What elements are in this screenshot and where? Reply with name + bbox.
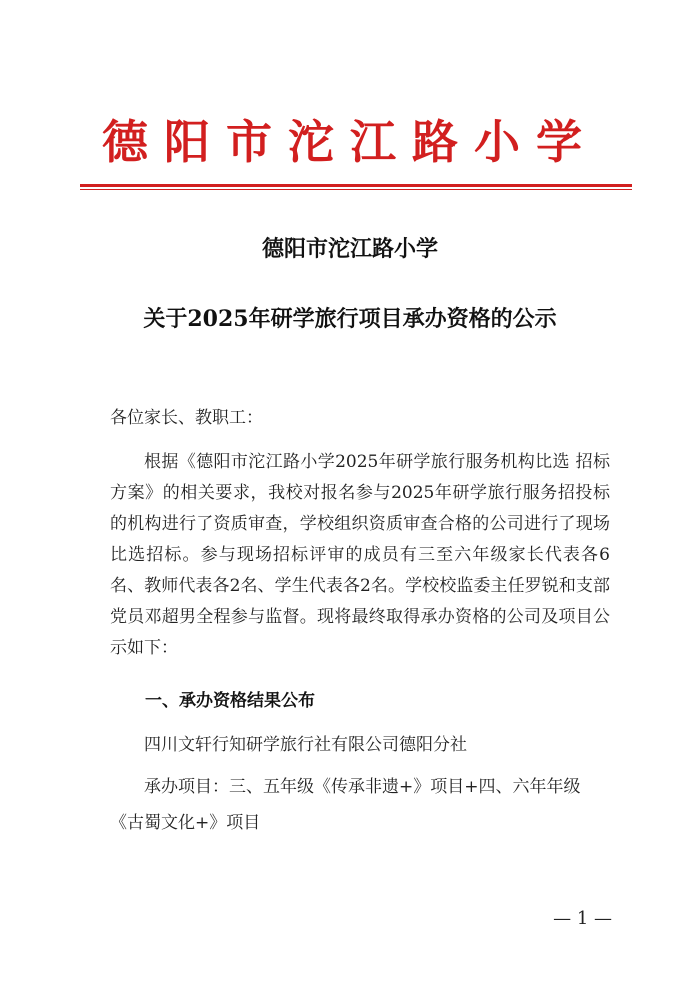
letterhead-red-rule-thin xyxy=(80,189,632,190)
letterhead-red-rule xyxy=(80,184,632,187)
salutation: 各位家长、教职工： xyxy=(110,408,263,428)
project-description: 承办项目：三、五年级《传承非遗+》项目+四、六年年级《古蜀文化+》项目 xyxy=(110,777,581,833)
section-heading: 一、承办资格结果公布 xyxy=(145,691,315,711)
document-title-line2: 关于2025年研学旅行项目承办资格的公示 xyxy=(143,306,557,332)
body-paragraph: 根据《德阳市沱江路小学2025年研学旅行服务机构比选 招标方案》的相关要求，我校对报名参与2025年研学旅行服务招投标的机构进行了资质审查，学校组织资质审查合格的公司进行了现场比选招标。参与现场招标评审的成员有三至六年级家长代表各6名、教师代表各2名、学生代表各2名。学校校监委主任罗锐和支部党员邓超男全程参与监督。现将最终取得承办资格的公司及项目公示如下： xyxy=(110,452,610,658)
letterhead-school-name: 德阳市沱江路小学 xyxy=(102,115,598,169)
company-name: 四川文轩行知研学旅行社有限公司德阳分社 xyxy=(144,735,467,755)
document-title-line1: 德阳市沱江路小学 xyxy=(261,236,438,262)
page-number: — 1 — xyxy=(553,908,612,929)
